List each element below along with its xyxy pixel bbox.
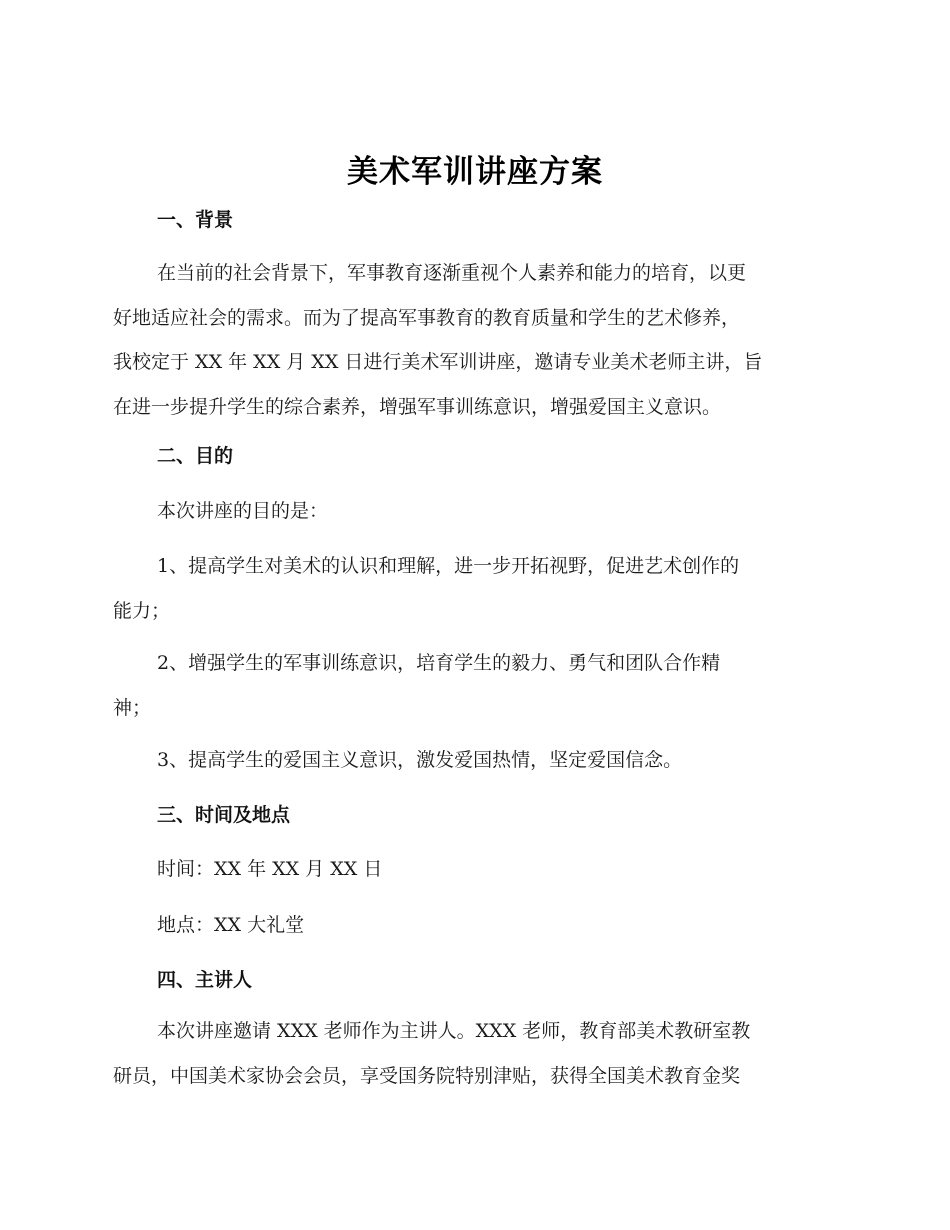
section-heading-time-place: 三、时间及地点	[157, 804, 291, 826]
document-title: 美术军训讲座方案	[347, 154, 603, 190]
paragraph-line: 本次讲座邀请 XXX 老师作为主讲人。XXX 老师，教育部美术教研室教	[157, 1020, 751, 1042]
purpose-item-3: 3、提高学生的爱国主义意识，激发爱国热情，坚定爱国信念。	[157, 749, 683, 771]
purpose-intro: 本次讲座的目的是：	[157, 500, 329, 522]
paragraph-line: 在当前的社会背景下，军事教育逐渐重视个人素养和能力的培育，以更	[157, 262, 747, 284]
paragraph-line: 1、提高学生对美术的认识和理解，进一步开拓视野，促进艺术创作的	[157, 555, 740, 577]
section-heading-speaker: 四、主讲人	[157, 969, 253, 991]
paragraph-line: 神；	[113, 696, 152, 719]
section-heading-background: 一、背景	[157, 209, 234, 231]
paragraph-line: 能力；	[113, 599, 171, 622]
purpose-item-1	[113, 544, 843, 633]
event-place: 地点：XX 大礼堂	[157, 914, 305, 936]
speaker-paragraph	[113, 1009, 843, 1098]
paragraph-line: 好地适应社会的需求。而为了提高军事教育的教育质量和学生的艺术修养，	[113, 306, 741, 329]
background-paragraph	[113, 251, 843, 429]
event-time: 时间：XX 年 XX 月 XX 日	[157, 858, 383, 880]
paragraph-line: 研员，中国美术家协会会员，享受国务院特别津贴，获得全国美术教育金奖	[113, 1064, 741, 1087]
paragraph-line: 2、增强学生的军事训练意识，培育学生的毅力、勇气和团队合作精	[157, 652, 721, 674]
paragraph-line: 我校定于 XX 年 XX 月 XX 日进行美术军训讲座，邀请专业美术老师主讲，旨	[113, 351, 763, 373]
section-heading-purpose: 二、目的	[157, 445, 234, 467]
purpose-item-2	[113, 641, 843, 730]
paragraph-line: 在进一步提升学生的综合素养，增强军事训练意识，增强爱国主义意识。	[113, 395, 722, 418]
